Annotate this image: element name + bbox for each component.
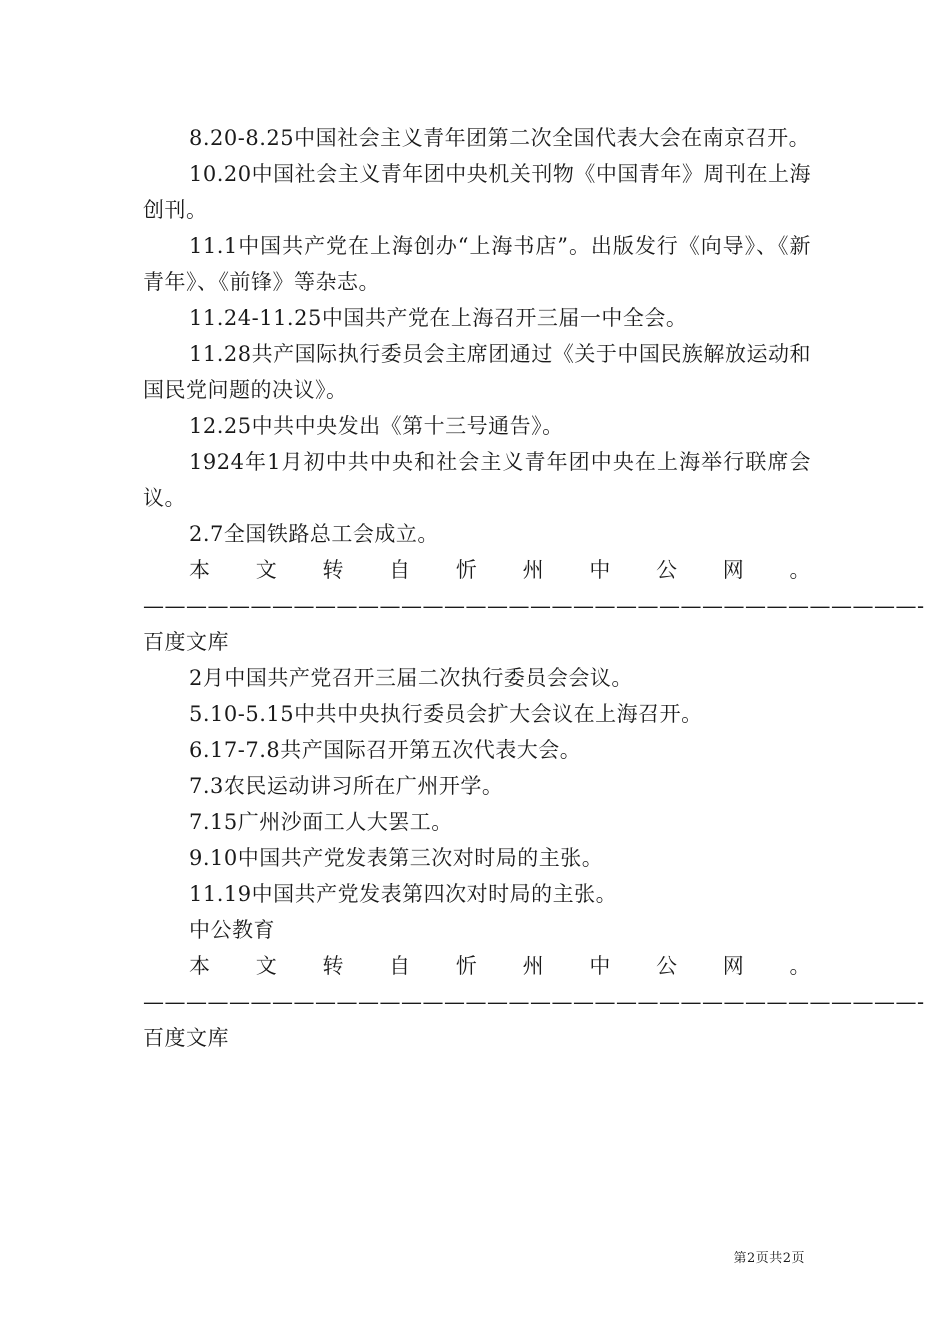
paragraph: 11.19中国共产党发表第四次对时局的主张。 [189,882,618,906]
page-indicator: 第2页共2页 [733,1251,805,1266]
paragraph: 11.1中国共产党在上海创办“上海书店”。出版发行《向导》、《新青年》、《前锋》等杂志。 [143,234,811,294]
paragraph: 7.15广州沙面工人大罢工。 [189,810,453,834]
source-note: 本文转自忻州中公网。————————————————————————————————————-百度文库 [143,954,925,1050]
paragraph: 2月中国共产党召开三届二次执行委员会会议。 [189,666,633,690]
source-note: 本文转自忻州中公网。————————————————————————————————————-百度文库 [143,558,925,654]
paragraph: 11.28共产国际执行委员会主席团通过《关于中国民族解放运动和国民党问题的决议》。 [143,342,811,402]
document-body [143,120,925,1056]
paragraph: 7.3农民运动讲习所在广州开学。 [189,774,504,798]
paragraph: 1924年1月初中共中央和社会主义青年团中央在上海举行联席会议。 [143,450,811,510]
paragraph: 8.20-8.25中国社会主义青年团第二次全国代表大会在南京召开。 [189,126,811,150]
paragraph: 6.17-7.8共产国际召开第五次代表大会。 [189,738,582,762]
paragraph: 9.10中国共产党发表第三次对时局的主张。 [189,846,604,870]
paragraph: 12.25中共中央发出《第十三号通告》。 [189,414,564,438]
paragraph: 11.24-11.25中国共产党在上海召开三届一中全会。 [189,306,688,330]
paragraph: 2.7全国铁路总工会成立。 [189,522,439,546]
paragraph: 5.10-5.15中共中央执行委员会扩大会议在上海召开。 [189,702,703,726]
paragraph: 中公教育 [189,918,275,942]
paragraph: 10.20中国社会主义青年团中央机关刊物《中国青年》周刊在上海创刊。 [143,162,811,222]
